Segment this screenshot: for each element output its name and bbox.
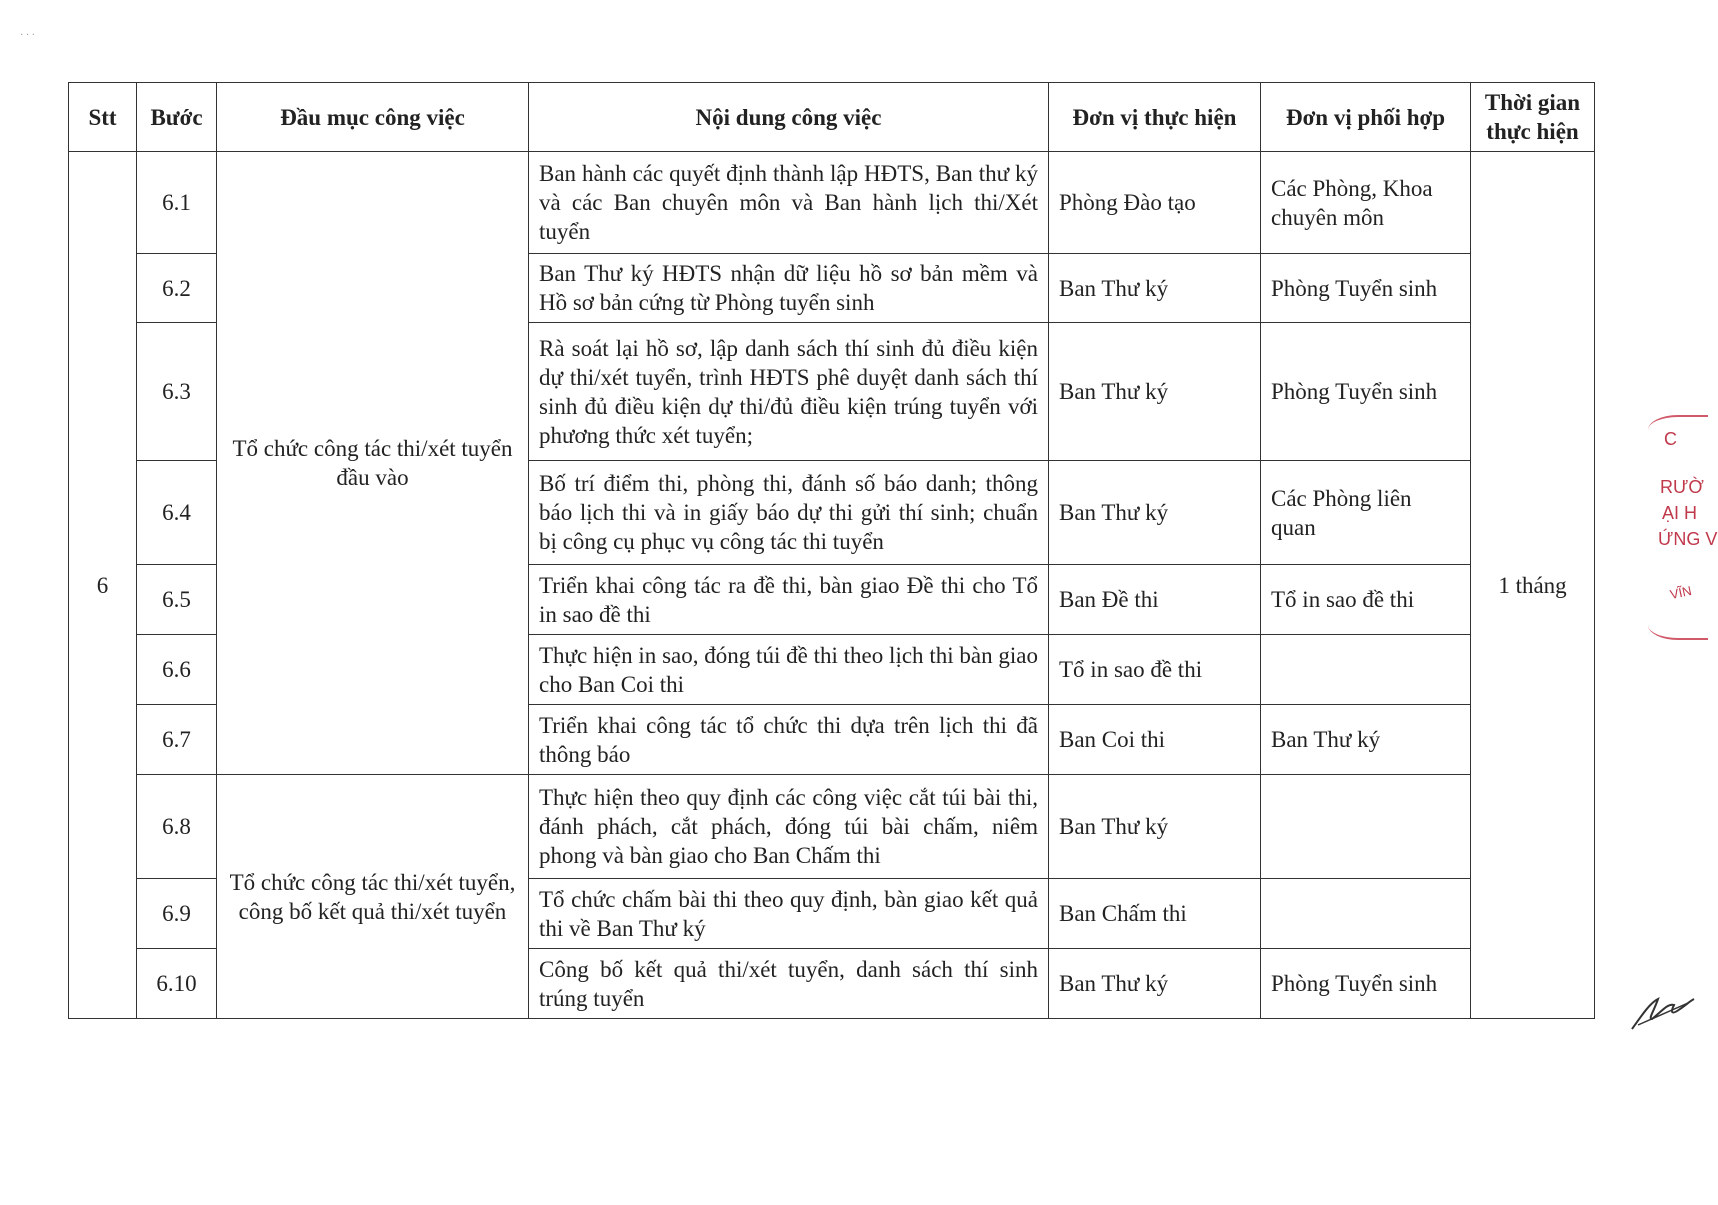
table-row bbox=[69, 775, 1595, 879]
partner-cell: Phòng Tuyển sinh bbox=[1261, 323, 1471, 461]
executor-cell: Tổ in sao đề thi bbox=[1049, 635, 1261, 705]
content-cell: Công bố kết quả thi/xét tuyển, danh sách thí sinh trúng tuyển bbox=[529, 949, 1049, 1019]
content-cell: Thực hiện theo quy định các công việc cắt túi bài thi, đánh phách, cắt phách, đóng túi bài chấm, niêm phong và bàn giao cho Ban Chấm thi bbox=[529, 775, 1049, 879]
partner-cell: Phòng Tuyển sinh bbox=[1261, 949, 1471, 1019]
stt-cell: 6 bbox=[69, 152, 137, 1019]
header-partner: Đơn vị phối hợp bbox=[1261, 83, 1471, 152]
header-work-item: Đầu mục công việc bbox=[217, 83, 529, 152]
seal-text: RƯỜ bbox=[1660, 477, 1704, 497]
executor-cell: Ban Thư ký bbox=[1049, 775, 1261, 879]
content-cell: Triển khai công tác tổ chức thi dựa trên lịch thi đã thông báo bbox=[529, 705, 1049, 775]
partner-cell: Tổ in sao đề thi bbox=[1261, 565, 1471, 635]
partner-cell: Ban Thư ký bbox=[1261, 705, 1471, 775]
step-cell: 6.5 bbox=[137, 565, 217, 635]
step-cell: 6.8 bbox=[137, 775, 217, 879]
step-cell: 6.10 bbox=[137, 949, 217, 1019]
partner-cell: Phòng Tuyển sinh bbox=[1261, 254, 1471, 323]
content-cell: Thực hiện in sao, đóng túi đề thi theo lịch thi bàn giao cho Ban Coi thi bbox=[529, 635, 1049, 705]
step-cell: 6.4 bbox=[137, 461, 217, 565]
seal-arc bbox=[1648, 415, 1708, 445]
seal-arc bbox=[1648, 610, 1708, 640]
step-cell: 6.1 bbox=[137, 152, 217, 254]
partner-cell: Các Phòng, Khoa chuyên môn bbox=[1261, 152, 1471, 254]
group-title-cell: Tổ chức công tác thi/xét tuyển, công bố kết quả thi/xét tuyển bbox=[217, 775, 529, 1019]
header-content: Nội dung công việc bbox=[529, 83, 1049, 152]
work-plan-table bbox=[68, 82, 1595, 1019]
red-seal-stamp bbox=[1648, 415, 1718, 625]
header-stt: Stt bbox=[69, 83, 137, 152]
content-cell: Rà soát lại hồ sơ, lập danh sách thí sinh đủ điều kiện dự thi/xét tuyển, trình HĐTS phê duyệt danh sách thí sinh đủ điều kiện dự thi/đủ điều kiện trúng tuyển với phương thức xét tuyển; bbox=[529, 323, 1049, 461]
executor-cell: Ban Thư ký bbox=[1049, 949, 1261, 1019]
header-executor: Đơn vị thực hiện bbox=[1049, 83, 1261, 152]
executor-cell: Ban Thư ký bbox=[1049, 461, 1261, 565]
header-duration: Thời gian thực hiện bbox=[1471, 83, 1595, 152]
step-cell: 6.9 bbox=[137, 879, 217, 949]
step-cell: 6.3 bbox=[137, 323, 217, 461]
scan-specks: · · · bbox=[20, 30, 35, 41]
partner-cell: Các Phòng liên quan bbox=[1261, 461, 1471, 565]
executor-cell: Ban Coi thi bbox=[1049, 705, 1261, 775]
executor-cell: Ban Đề thi bbox=[1049, 565, 1261, 635]
executor-cell: Ban Thư ký bbox=[1049, 254, 1261, 323]
content-cell: Bố trí điểm thi, phòng thi, đánh số báo danh; thông báo lịch thi và in giấy báo dự thi gửi thí sinh; chuẩn bị công cụ phục vụ công tác thi tuyển bbox=[529, 461, 1049, 565]
executor-cell: Phòng Đào tạo bbox=[1049, 152, 1261, 254]
content-cell: Triển khai công tác ra đề thi, bàn giao Đề thi cho Tổ in sao đề thi bbox=[529, 565, 1049, 635]
content-cell: Ban Thư ký HĐTS nhận dữ liệu hồ sơ bản mềm và Hồ sơ bản cứng từ Phòng tuyển sinh bbox=[529, 254, 1049, 323]
table-row bbox=[69, 152, 1595, 254]
handwritten-signature-icon bbox=[1628, 985, 1698, 1035]
partner-cell bbox=[1261, 879, 1471, 949]
executor-cell: Ban Chấm thi bbox=[1049, 879, 1261, 949]
executor-cell: Ban Thư ký bbox=[1049, 323, 1261, 461]
duration-cell: 1 tháng bbox=[1471, 152, 1595, 1019]
header-row bbox=[69, 83, 1595, 152]
seal-text: ỨNG V bbox=[1658, 529, 1718, 549]
step-cell: 6.2 bbox=[137, 254, 217, 323]
header-step: Bước bbox=[137, 83, 217, 152]
step-cell: 6.7 bbox=[137, 705, 217, 775]
partner-cell bbox=[1261, 635, 1471, 705]
group-title-cell: Tổ chức công tác thi/xét tuyển đầu vào bbox=[217, 152, 529, 775]
step-cell: 6.6 bbox=[137, 635, 217, 705]
seal-text: ẠI H bbox=[1662, 503, 1698, 523]
seal-text: C bbox=[1664, 429, 1677, 449]
content-cell: Ban hành các quyết định thành lập HĐTS, Ban thư ký và các Ban chuyên môn và Ban hành lịch thi/Xét tuyển bbox=[529, 152, 1049, 254]
seal-text: VĨN bbox=[1668, 582, 1693, 603]
partner-cell bbox=[1261, 775, 1471, 879]
content-cell: Tổ chức chấm bài thi theo quy định, bàn giao kết quả thi về Ban Thư ký bbox=[529, 879, 1049, 949]
